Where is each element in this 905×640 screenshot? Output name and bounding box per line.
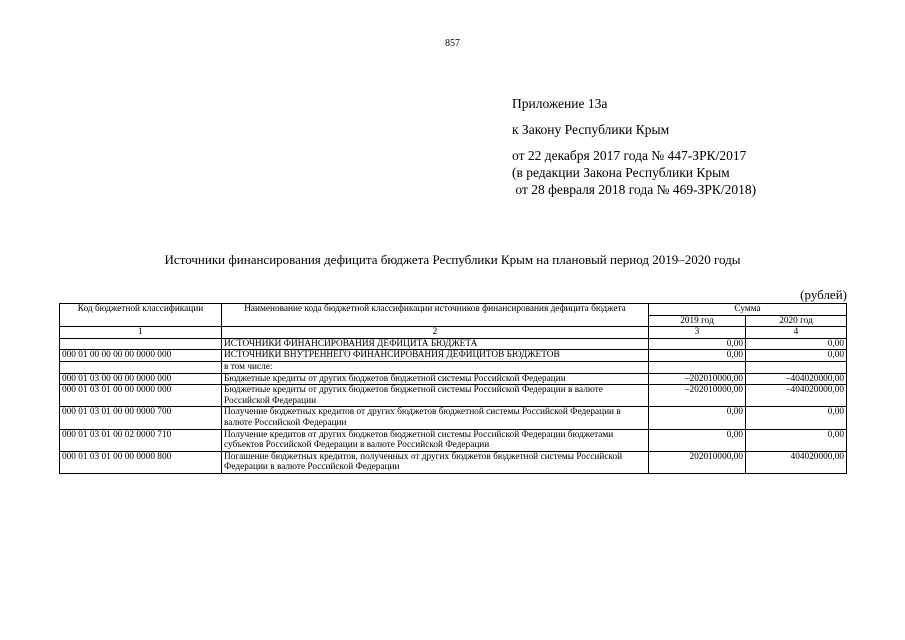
name-cell: Бюджетные кредиты от других бюджетов бюджетной системы Российской Федерации xyxy=(222,373,649,385)
column-index: 1 xyxy=(60,327,222,339)
annex-revision: (в редакции Закона Республики Крым xyxy=(512,165,730,180)
table-header-row xyxy=(60,304,847,316)
column-index-row xyxy=(60,327,847,339)
name-cell: в том числе: xyxy=(222,361,649,373)
annex-revision-date: от 28 февраля 2018 года № 469-ЗРК/2018) xyxy=(512,182,757,197)
annex-block xyxy=(512,95,756,198)
table-row xyxy=(60,407,847,429)
name-cell: Погашение бюджетных кредитов, полученных от других бюджетов бюджетной системы Российской Федерации в валюте Российской Федерации xyxy=(222,451,649,473)
header-code: Код бюджетной классификации xyxy=(60,304,222,327)
code-cell: 000 01 03 01 00 00 0000 800 xyxy=(60,451,222,473)
amount-2020-cell: 404020000,00 xyxy=(746,451,847,473)
name-cell: ИСТОЧНИКИ ВНУТРЕННЕГО ФИНАНСИРОВАНИЯ ДЕФИЦИТОВ БЮДЖЕТОВ xyxy=(222,350,649,362)
page-number: 857 xyxy=(445,38,460,49)
document-title: Источники финансирования дефицита бюджета Республики Крым на плановый период 2019–2020 годы xyxy=(164,252,741,267)
amount-2019-cell: 0,00 xyxy=(649,338,746,350)
column-index: 4 xyxy=(746,327,847,339)
amount-2019-cell: –202010000,00 xyxy=(649,373,746,385)
annex-date: от 22 декабря 2017 года № 447-ЗРК/2017 xyxy=(512,148,747,163)
header-year-2020: 2020 год xyxy=(746,315,847,327)
code-cell: 000 01 03 01 00 00 0000 700 xyxy=(60,407,222,429)
amount-2020-cell: 0,00 xyxy=(746,350,847,362)
amount-2019-cell: 0,00 xyxy=(649,429,746,451)
amount-2019-cell: 202010000,00 xyxy=(649,451,746,473)
name-cell: Бюджетные кредиты от других бюджетов бюджетной системы Российской Федерации в валюте Российской Федерации xyxy=(222,385,649,407)
financing-sources-table xyxy=(59,303,847,474)
amount-2020-cell: –404020000,00 xyxy=(746,385,847,407)
column-index: 2 xyxy=(222,327,649,339)
code-cell: 000 01 03 01 00 02 0000 710 xyxy=(60,429,222,451)
table-row xyxy=(60,429,847,451)
amount-2020-cell: 0,00 xyxy=(746,407,847,429)
table-row xyxy=(60,338,847,350)
code-cell: 000 01 03 00 00 00 0000 000 xyxy=(60,373,222,385)
name-cell: Получение кредитов от других бюджетов бюджетной системы Российской Федерации бюджетами субъектов Российской Федерации в валюте Российской Федерации xyxy=(222,429,649,451)
column-index: 3 xyxy=(649,327,746,339)
code-cell xyxy=(60,338,222,350)
table-row xyxy=(60,373,847,385)
name-cell: ИСТОЧНИКИ ФИНАНСИРОВАНИЯ ДЕФИЦИТА БЮДЖЕТА xyxy=(222,338,649,350)
table-row xyxy=(60,385,847,407)
code-cell: 000 01 03 01 00 00 0000 000 xyxy=(60,385,222,407)
table-row xyxy=(60,350,847,362)
table-row xyxy=(60,451,847,473)
amount-2019-cell: –202010000,00 xyxy=(649,385,746,407)
amount-2020-cell: 0,00 xyxy=(746,338,847,350)
header-sum: Сумма xyxy=(649,304,847,316)
code-cell xyxy=(60,361,222,373)
amount-2020-cell xyxy=(746,361,847,373)
header-name: Наименование кода бюджетной классификации источников финансирования дефицита бюджета xyxy=(222,304,649,327)
amount-2019-cell: 0,00 xyxy=(649,350,746,362)
amount-2019-cell xyxy=(649,361,746,373)
amount-2020-cell: –404020000,00 xyxy=(746,373,847,385)
annex-law: к Закону Республики Крым xyxy=(512,122,670,137)
name-cell: Получение бюджетных кредитов от других бюджетов бюджетной системы Российской Федерации в валюте Российской Федерации xyxy=(222,407,649,429)
amount-2019-cell: 0,00 xyxy=(649,407,746,429)
header-year-2019: 2019 год xyxy=(649,315,746,327)
code-cell: 000 01 00 00 00 00 0000 000 xyxy=(60,350,222,362)
units-label: (рублей) xyxy=(800,287,847,302)
table-row xyxy=(60,361,847,373)
amount-2020-cell: 0,00 xyxy=(746,429,847,451)
annex-title: Приложение 13а xyxy=(512,96,608,111)
